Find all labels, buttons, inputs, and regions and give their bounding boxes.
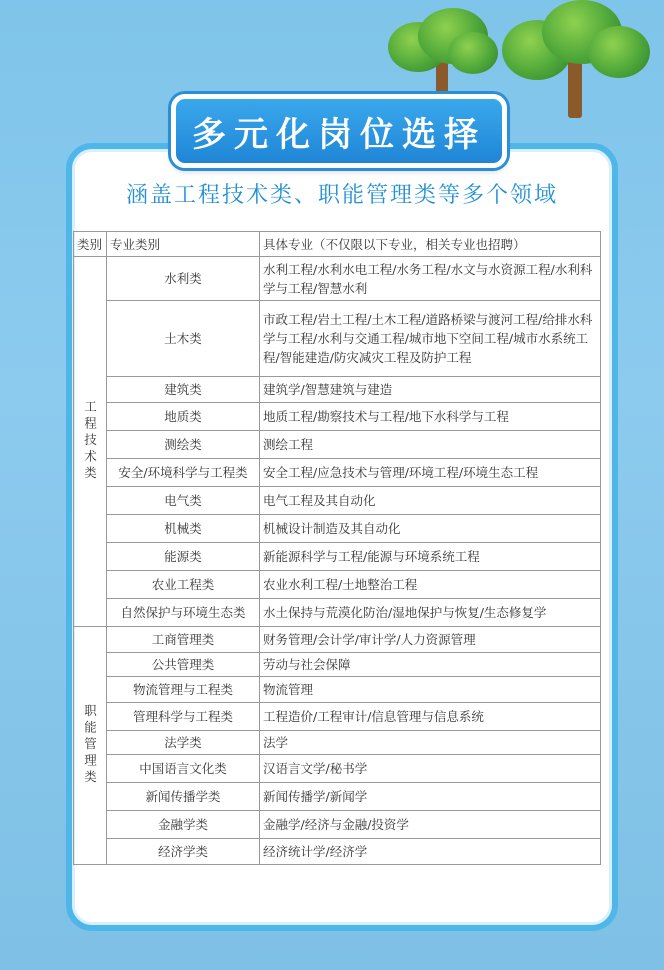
category-cell: 建筑类 <box>107 377 260 403</box>
table-row <box>74 811 601 839</box>
majors-cell: 电气工程及其自动化 <box>260 487 601 515</box>
category-cell: 地质类 <box>107 403 260 431</box>
page-title: 多元化岗位选择 <box>171 94 507 168</box>
category-cell: 物流管理与工程类 <box>107 677 260 703</box>
category-cell: 机械类 <box>107 515 260 543</box>
tree-crown <box>588 26 650 78</box>
table-row <box>74 301 601 377</box>
majors-cell: 市政工程/岩土工程/土木工程/道路桥梁与渡河工程/给排水科学与工程/水利与交通工程/城市地下空间工程/城市水系统工程/智能建造/防灾减灾工程及防护工程 <box>260 301 601 377</box>
majors-cell: 建筑学/智慧建筑与建造 <box>260 377 601 403</box>
majors-cell: 法学 <box>260 731 601 755</box>
category-cell: 工商管理类 <box>107 627 260 653</box>
table-row <box>74 571 601 599</box>
table-row <box>74 783 601 811</box>
table-row <box>74 257 601 301</box>
group-label: 职能管理类 <box>74 627 107 865</box>
category-cell: 新闻传播学类 <box>107 783 260 811</box>
category-cell: 测绘类 <box>107 431 260 459</box>
table-row <box>74 839 601 865</box>
category-cell: 自然保护与环境生态类 <box>107 599 260 627</box>
table-row <box>74 459 601 487</box>
table-row <box>74 431 601 459</box>
table-row <box>74 755 601 783</box>
category-cell: 公共管理类 <box>107 653 260 677</box>
tree-illustration-left <box>388 8 498 104</box>
tree-trunk <box>568 58 582 118</box>
header-majors: 具体专业（不仅限以下专业，相关专业也招聘） <box>260 232 601 257</box>
category-cell: 水利类 <box>107 257 260 301</box>
table-row <box>74 627 601 653</box>
majors-cell: 安全工程/应急技术与管理/环境工程/环境生态工程 <box>260 459 601 487</box>
category-cell: 管理科学与工程类 <box>107 703 260 731</box>
category-cell: 土木类 <box>107 301 260 377</box>
majors-table <box>73 231 601 865</box>
majors-cell: 水利工程/水利水电工程/水务工程/水文与水资源工程/水利科学与工程/智慧水利 <box>260 257 601 301</box>
category-cell: 法学类 <box>107 731 260 755</box>
table-row <box>74 677 601 703</box>
category-cell: 农业工程类 <box>107 571 260 599</box>
majors-cell: 工程造价/工程审计/信息管理与信息系统 <box>260 703 601 731</box>
header-category: 专业类别 <box>107 232 260 257</box>
table-row <box>74 403 601 431</box>
majors-cell: 金融学/经济与金融/投资学 <box>260 811 601 839</box>
majors-cell: 财务管理/会计学/审计学/人力资源管理 <box>260 627 601 653</box>
header-group: 类别 <box>74 232 107 257</box>
majors-cell: 新能源科学与工程/能源与环境系统工程 <box>260 543 601 571</box>
table-header-row <box>74 232 601 257</box>
group-label: 工程技术类 <box>74 257 107 627</box>
tree-illustration-right <box>502 0 652 118</box>
table-row <box>74 515 601 543</box>
majors-cell: 农业水利工程/土地整治工程 <box>260 571 601 599</box>
majors-cell: 测绘工程 <box>260 431 601 459</box>
table-row <box>74 543 601 571</box>
table-row <box>74 377 601 403</box>
majors-cell: 水土保持与荒漠化防治/湿地保护与恢复/生态修复学 <box>260 599 601 627</box>
majors-cell: 劳动与社会保障 <box>260 653 601 677</box>
table-row <box>74 653 601 677</box>
category-cell: 中国语言文化类 <box>107 755 260 783</box>
page-subtitle: 涵盖工程技术类、职能管理类等多个领域 <box>125 183 558 208</box>
majors-cell: 新闻传播学/新闻学 <box>260 783 601 811</box>
tree-crown <box>448 32 498 74</box>
majors-cell: 经济统计学/经济学 <box>260 839 601 865</box>
category-cell: 电气类 <box>107 487 260 515</box>
majors-cell: 汉语言文学/秘书学 <box>260 755 601 783</box>
majors-cell: 地质工程/勘察技术与工程/地下水科学与工程 <box>260 403 601 431</box>
majors-table-body <box>74 257 601 865</box>
majors-cell: 机械设计制造及其自动化 <box>260 515 601 543</box>
category-cell: 经济学类 <box>107 839 260 865</box>
category-cell: 安全/环境科学与工程类 <box>107 459 260 487</box>
category-cell: 金融学类 <box>107 811 260 839</box>
category-cell: 能源类 <box>107 543 260 571</box>
table-row <box>74 599 601 627</box>
table-row <box>74 487 601 515</box>
table-row <box>74 703 601 731</box>
table-row <box>74 731 601 755</box>
majors-cell: 物流管理 <box>260 677 601 703</box>
